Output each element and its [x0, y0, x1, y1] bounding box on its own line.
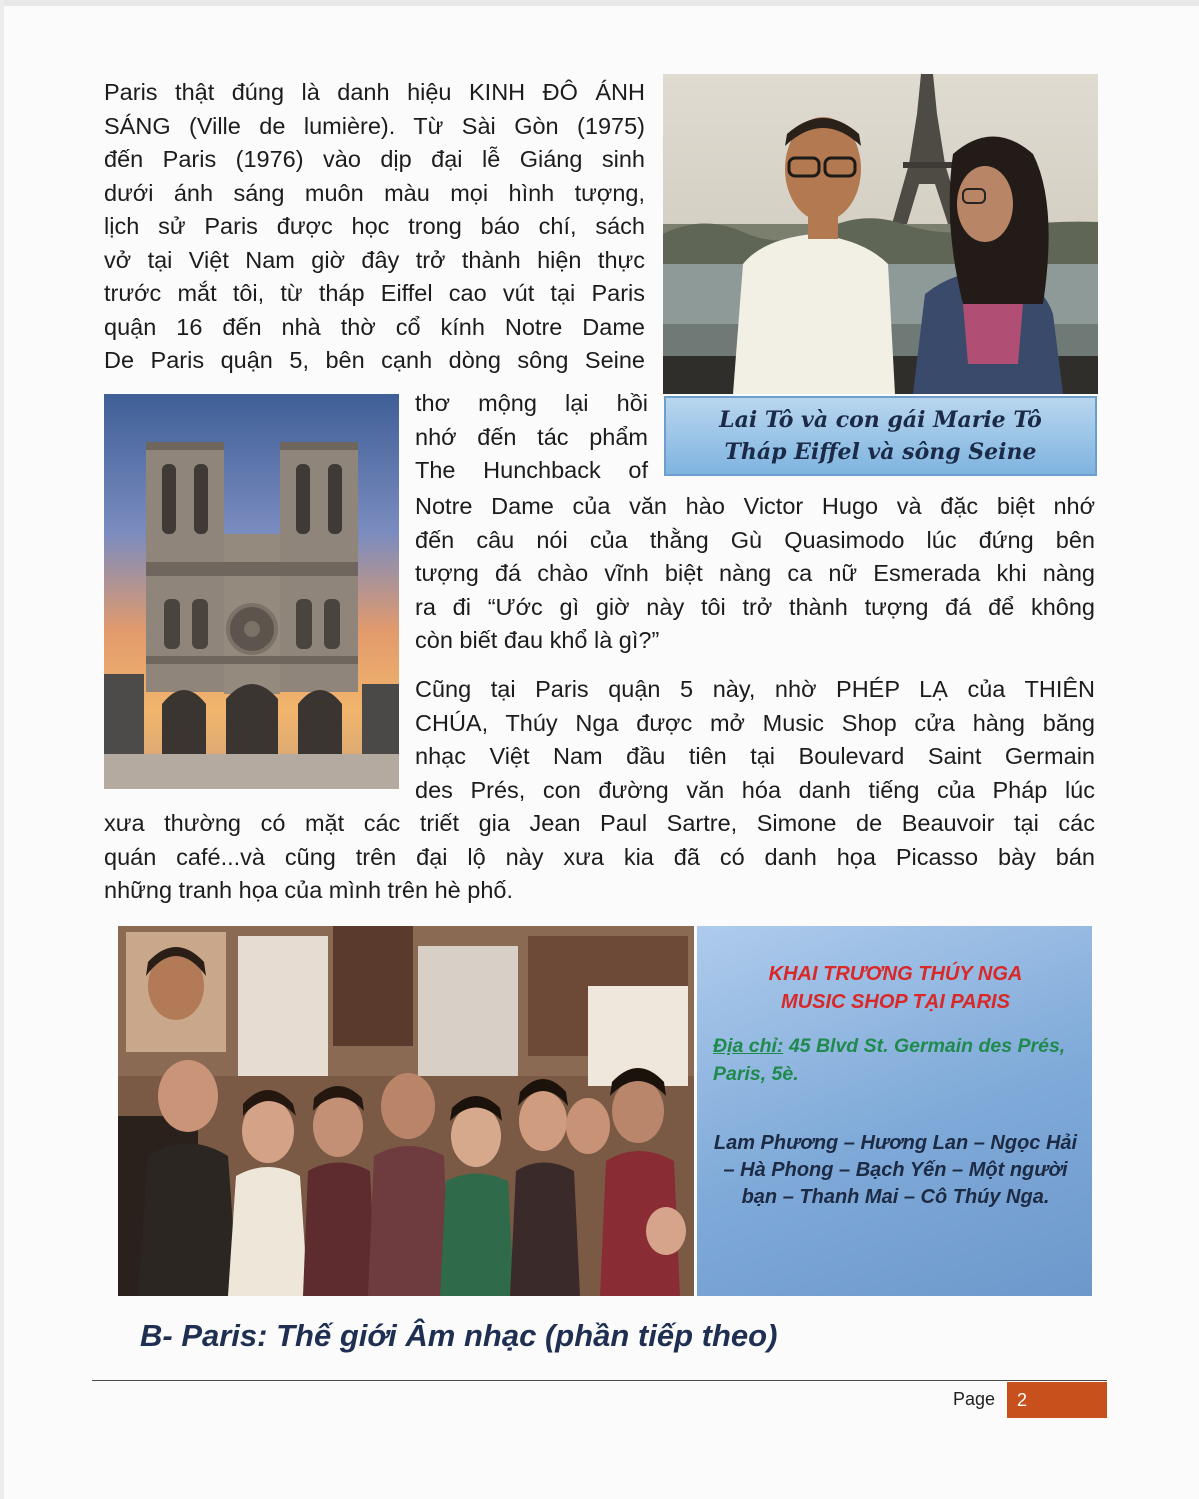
- text-line: quận 16 đến nhà thờ cổ kính Notre Dame: [104, 313, 645, 340]
- text-line: SÁNG (Ville de lumière). Từ Sài Gòn (1975): [104, 112, 645, 139]
- text-line: lịch sử Paris được học trong báo chí, sách: [104, 213, 645, 239]
- music-shop-info-box: [697, 926, 1092, 1296]
- text-line: The Hunchback of: [415, 457, 648, 483]
- text-line: xưa thường có mặt các triết gia Jean Paul Sartre, Simone de Beauvoir tại các: [104, 810, 1095, 836]
- text-line: des Prés, con đường văn hóa danh tiếng của Pháp lúc: [415, 776, 1095, 803]
- text-line: quán café...và cũng trên đại lộ này xưa kia đã có danh họa Picasso bày bán: [104, 843, 1095, 870]
- shop-attendees: Lam Phương – Hương Lan – Ngọc Hải – Hà Phong – Bạch Yến – Một người bạn – Thanh Mai – Cô Thúy Nga.: [713, 1132, 1078, 1208]
- text-line: ra đi “Ước gì giờ này tôi trở thành tượng đá để không: [415, 593, 1095, 620]
- para1-wide: [415, 490, 1095, 658]
- shop-title-line: MUSIC SHOP TẠI PARIS: [781, 991, 1010, 1013]
- text-line: De Paris quận 5, bên cạnh dòng sông Seine: [104, 347, 645, 373]
- text-line: nhạc Việt Nam đầu tiên tại Boulevard Saint Germain: [415, 743, 1095, 769]
- address-text: 45 Blvd St. Germain des Prés, Paris, 5è.: [713, 1035, 1066, 1085]
- caption-line: Lai Tô và con gái Marie Tô: [719, 407, 1042, 433]
- text-line: tượng đá chào vĩnh biệt nàng ca nữ Esmerada khi nàng: [415, 560, 1095, 586]
- eiffel-tower-photo: [663, 74, 1098, 394]
- para1-top: [104, 76, 645, 378]
- text-line: nhớ đến tác phẩm: [415, 423, 648, 450]
- text-line: Paris thật đúng là danh hiệu KINH ĐÔ ÁNH: [104, 79, 645, 105]
- text-line: Cũng tại Paris quận 5 này, nhờ PHÉP LẠ của THIÊN: [415, 676, 1095, 702]
- page-border-left: [0, 0, 4, 1499]
- text-line: thơ mộng lại hồi: [415, 390, 648, 416]
- para2-wide: [415, 673, 1095, 807]
- section-heading: B- Paris: Thế giới Âm nhạc (phần tiếp theo): [140, 1318, 778, 1353]
- text-line: vở tại Việt Nam giờ đây trở thành hiện thực: [104, 246, 645, 273]
- shop-address: [713, 1032, 1078, 1088]
- text-line: đến câu nói của thằng Gù Quasimodo lúc đứng bên: [415, 526, 1095, 553]
- para1-narrow: [415, 387, 648, 488]
- address-label: Địa chỉ:: [713, 1035, 784, 1057]
- text-line: còn biết đau khổ là gì?”: [415, 627, 660, 653]
- text-line: CHÚA, Thúy Nga được mở Music Shop cửa hàng băng: [415, 709, 1095, 736]
- notre-dame-photo: [104, 394, 399, 789]
- eiffel-photo-caption: [664, 396, 1097, 476]
- footer-rule: [92, 1380, 1107, 1381]
- para2-full: [104, 807, 1095, 908]
- music-shop-opening-photo: [118, 926, 694, 1296]
- page-border-top: [0, 0, 1199, 6]
- text-line: đến Paris (1976) vào dịp đại lễ Giáng sinh: [104, 146, 645, 172]
- text-line: trước mắt tôi, từ tháp Eiffel cao vút tại Paris: [104, 280, 645, 306]
- shop-title: [713, 960, 1078, 1016]
- text-line: những tranh họa của mình trên hè phố.: [104, 877, 513, 903]
- page-number: 2: [1007, 1382, 1107, 1418]
- caption-line: Tháp Eiffel và sông Seine: [724, 439, 1037, 465]
- text-line: dưới ánh sáng muôn màu mọi hình tượng,: [104, 179, 645, 206]
- shop-title-line: KHAI TRƯƠNG THÚY NGA: [768, 963, 1023, 985]
- page-label: Page: [953, 1389, 996, 1409]
- text-line: Notre Dame của văn hào Victor Hugo và đặc biệt nhớ: [415, 493, 1095, 519]
